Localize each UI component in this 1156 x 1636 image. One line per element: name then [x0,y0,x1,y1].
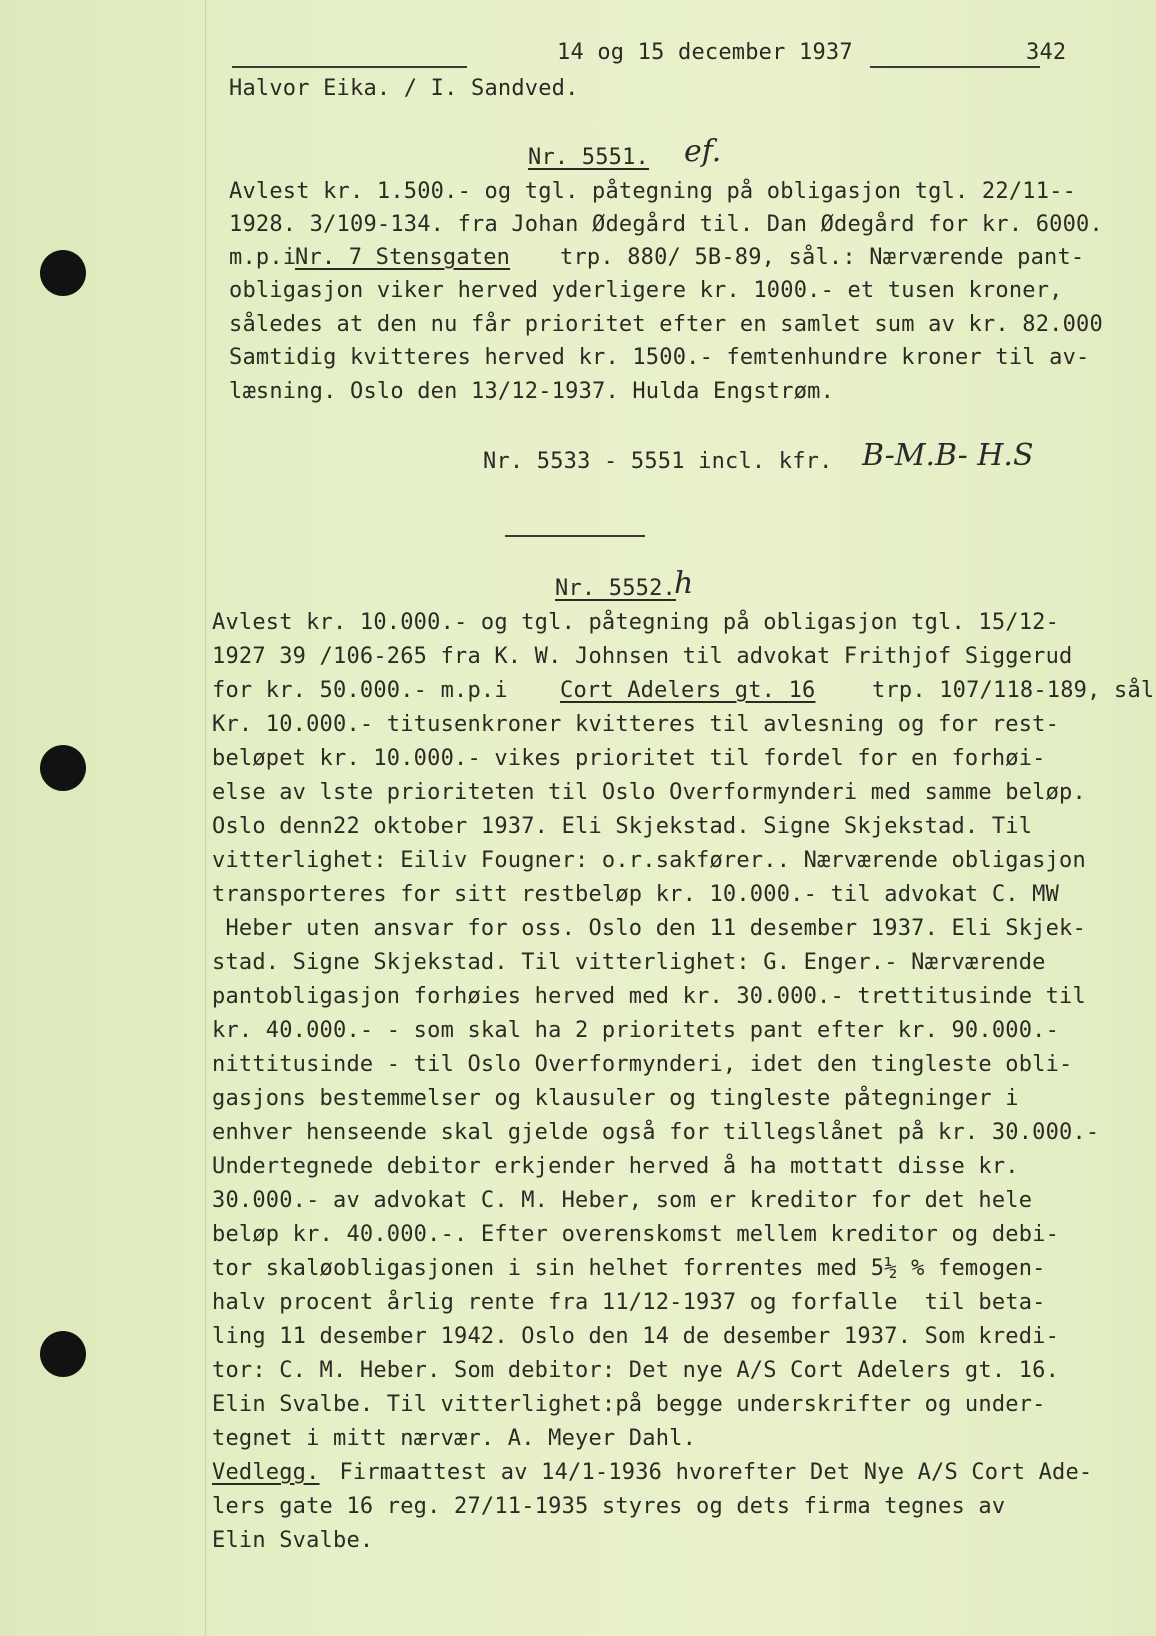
header-date: 14 og 15 december 1937 [557,40,853,65]
entry-line: tor skaløobligasjonen i sin helhet forrentes med 5½ % femogen- [212,1256,1046,1281]
header-rule-right [870,66,1040,68]
entry-line: tor: C. M. Heber. Som debitor: Det nye A/S Cort Adelers gt. 16. [212,1358,1060,1383]
entry-line: trp. 880/ 5B-89, sål.: Nærværende pant- [560,245,1085,270]
entry-line: Elin Svalbe. Til vitterlighet:på begge underskrifter og under- [212,1392,1046,1417]
entry-line: for kr. 50.000.- m.p.i [212,678,508,703]
entry-line: transporteres for sitt restbeløp kr. 10.000.- til advokat C. MW [212,882,1060,907]
header-rule-left [232,66,467,68]
entry-line: således at den nu får prioritet efter en samlet sum av kr. 82.000 [229,312,1103,337]
entry-line: 1927 39 /106-265 fra K. W. Johnsen til advokat Frithjof Siggerud [212,644,1073,669]
section-rule [505,535,645,537]
entry-line: else av lste prioriteten til Oslo Overformynderi med samme beløp. [212,780,1086,805]
entry-line: beløpet kr. 10.000.- vikes prioritet til fordel for en forhøi- [212,746,1046,771]
entry-line: nittitusinde - til Oslo Overformynderi, idet den tingleste obli- [212,1052,1073,1077]
entry-line: trp. 107/118-189, sål [872,678,1155,703]
punch-hole [40,1331,86,1377]
entry-line: enhver henseende skal gjelde også for tillegslånet på kr. 30.000.- [212,1120,1100,1145]
entry-line: stad. Signe Skjekstad. Til vitterlighet: G. Enger.- Nærværende [212,950,1046,975]
entry-line: halv procent årlig rente fra 11/12-1937 og forfalle til beta- [212,1290,1046,1315]
entry-line: 1928. 3/109-134. fra Johan Ødegård til. Dan Ødegård for kr. 6000. [229,212,1103,237]
punch-hole [40,250,86,296]
summary-line: Nr. 5533 - 5551 incl. kfr. [483,449,833,474]
entry-line: m.p.i [229,245,297,270]
entry-number: Nr. 5552. [555,576,677,601]
entry-line: ling 11 desember 1942. Oslo den 14 de desember 1937. Som kredi- [212,1324,1060,1349]
attachment-label: Vedlegg. [212,1460,320,1485]
attachment-line: Firmaattest av 14/1-1936 hvorefter Det Nye A/S Cort Ade- [326,1460,1093,1485]
entry-line: Heber uten ansvar for oss. Oslo den 11 desember 1937. Eli Skjek- [212,916,1086,941]
header-names: Halvor Eika. / I. Sandved. [229,76,579,101]
attachment-line: lers gate 16 reg. 27/11-1935 styres og dets firma tegnes av [212,1494,1006,1519]
entry-line: Avlest kr. 10.000.- og tgl. påtegning på obligasjon tgl. 15/12- [212,610,1060,635]
entry-line: Avlest kr. 1.500.- og tgl. påtegning på obligasjon tgl. 22/11-- [229,179,1077,204]
page-number: 342 [1026,40,1067,65]
entry-line: Samtidig kvitteres herved kr. 1500.- femtenhundre kroner til av- [229,345,1090,370]
entry-line: pantobligasjon forhøies herved med kr. 30.000.- trettitusinde til [212,984,1086,1009]
property-address: Nr. 7 Stensgaten [295,245,511,270]
entry-line: vitterlighet: Eiliv Fougner: o.r.sakfører.. Nærværende obligasjon [212,848,1086,873]
entry-line: obligasjon viker herved yderligere kr. 1000.- et tusen kroner, [229,278,1063,303]
handwritten-mark: ef. [684,134,722,169]
entry-line: Undertegnede debitor erkjender herved å ha mottatt disse kr. [212,1154,1019,1179]
handwritten-initials: B-M.B- H.S [862,438,1034,473]
margin-line [205,0,206,1636]
entry-line: gasjons bestemmelser og klausuler og tingleste påtegninger i [212,1086,1019,1111]
punch-hole [40,745,86,791]
entry-line: tegnet i mitt nærvær. A. Meyer Dahl. [212,1426,697,1451]
entry-line: 30.000.- av advokat C. M. Heber, som er kreditor for det hele [212,1188,1033,1213]
entry-line: beløp kr. 40.000.-. Efter overenskomst mellem kreditor og debi- [212,1222,1060,1247]
attachment-line: Elin Svalbe. [212,1528,374,1553]
entry-line: kr. 40.000.- - som skal ha 2 prioritets pant efter kr. 90.000.- [212,1018,1060,1043]
entry-line: læsning. Oslo den 13/12-1937. Hulda Engstrøm. [229,379,835,404]
entry-line: Oslo denn22 oktober 1937. Eli Skjekstad. Signe Skjekstad. Til [212,814,1033,839]
entry-number: Nr. 5551. [528,145,650,170]
entry-line: Kr. 10.000.- titusenkroner kvitteres til avlesning og for rest- [212,712,1060,737]
property-address: Cort Adelers gt. 16 [560,678,816,703]
handwritten-mark: h [674,566,694,601]
